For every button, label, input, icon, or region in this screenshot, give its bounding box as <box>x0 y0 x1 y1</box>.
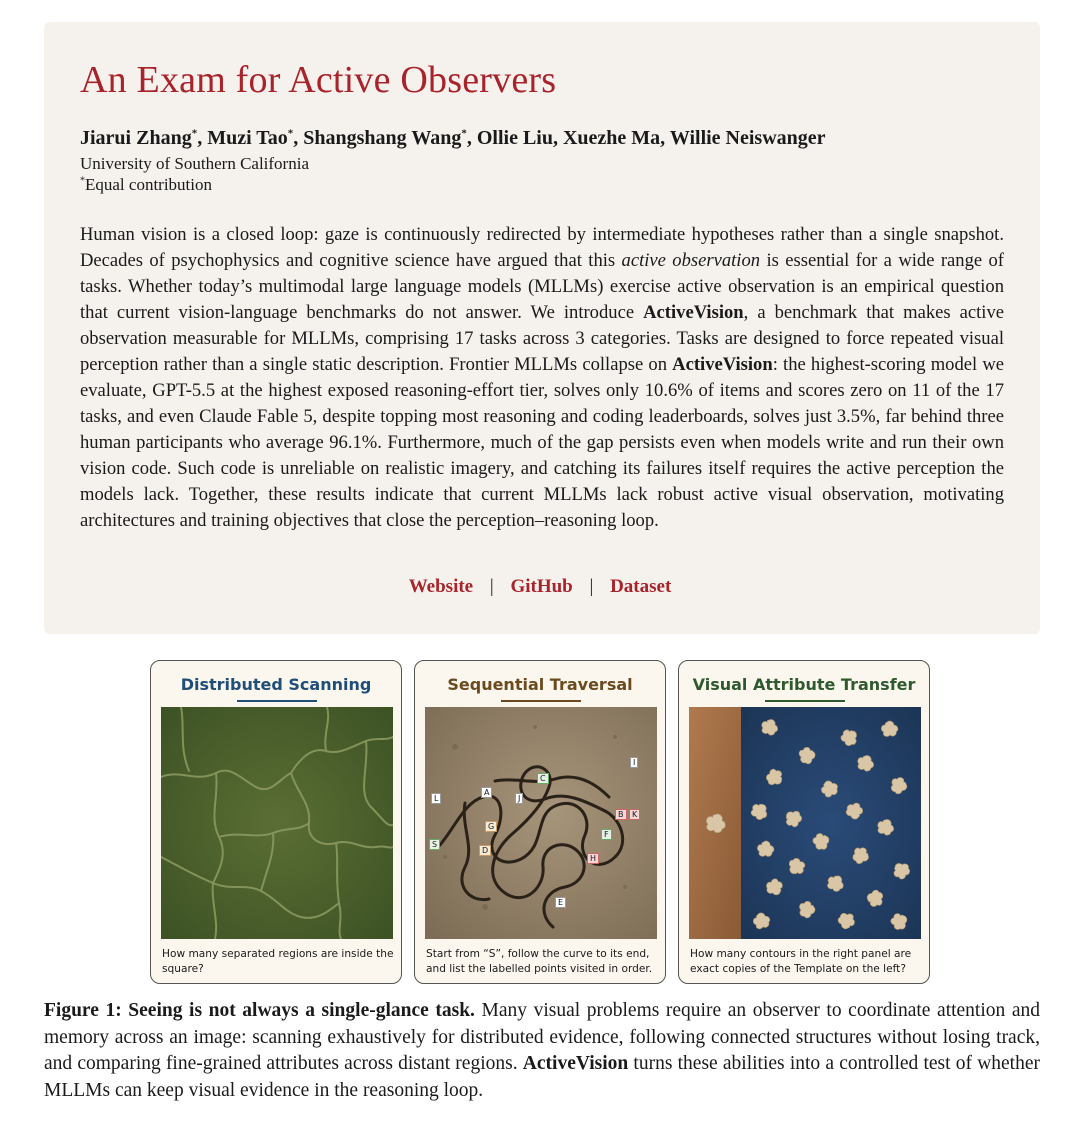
author-name: Shangshang Wang <box>303 127 462 149</box>
paper-title: An Exam for Active Observers <box>80 59 557 101</box>
title-underline <box>237 700 317 702</box>
equal-mark: * <box>461 127 467 140</box>
point-label-i: I <box>630 757 638 768</box>
title-underline <box>765 700 845 702</box>
point-label-h: H <box>587 853 599 864</box>
author-name: Jiarui Zhang <box>80 127 192 149</box>
benchmark-name: ActiveVision <box>522 1053 629 1074</box>
equal-mark: * <box>191 127 198 140</box>
link-separator: | <box>589 576 594 597</box>
equal-mark: * <box>287 127 294 140</box>
panel-title: Sequential Traversal <box>447 675 633 694</box>
github-link[interactable]: GitHub <box>510 576 573 597</box>
website-link[interactable]: Website <box>408 576 474 597</box>
panel-caption: How many contours in the right panel are exact copies of the Template on the left? <box>690 948 912 975</box>
figure-caption: Figure 1: Seeing is not always a single-glance task. Many visual problems require an observer to coordinate attention and memory across an image: scanning exhaustively for distributed evidence, following connected structures without losing track, and comparing fine-grained attributes across distant regions. ActiveVision turns these abilities into a controlled test of whether MLLMs can keep visual evidence in the reasoning loop. <box>44 1000 1041 1101</box>
title-underline <box>501 700 581 702</box>
author-name: Ollie Liu <box>476 127 553 149</box>
panel-caption: Start from “S”, follow the curve to its end, and list the labelled points visited in order. <box>426 948 653 975</box>
panel-title: Visual Attribute Transfer <box>692 675 916 694</box>
point-label-j: J <box>515 793 523 804</box>
panel-sequential-traversal <box>414 660 666 984</box>
figure-label: Figure 1: Seeing is not always a single-glance task. <box>44 1000 475 1021</box>
link-bar <box>0 576 1080 598</box>
panel-distributed-scanning <box>150 660 402 984</box>
point-label-s: S <box>429 839 440 850</box>
curve-traversal-image <box>425 707 657 939</box>
point-label-k: K <box>629 809 640 820</box>
panel-visual-attribute-transfer <box>678 660 930 984</box>
benchmark-name: ActiveVision <box>672 354 773 375</box>
panel-title: Distributed Scanning <box>180 675 372 694</box>
point-label-a: A <box>481 787 492 798</box>
point-label-g: G <box>485 821 497 832</box>
point-label-b: B <box>615 809 627 820</box>
dataset-link[interactable]: Dataset <box>610 576 672 597</box>
author-name: Xuezhe Ma <box>562 127 661 149</box>
point-labels <box>425 707 657 939</box>
link-separator: | <box>489 576 494 597</box>
equal-contribution-note: *Equal contribution <box>80 175 213 194</box>
panel-caption: How many separated regions are inside the square? <box>162 948 394 975</box>
benchmark-name: ActiveVision <box>643 302 744 323</box>
affiliation: University of Southern California <box>80 154 309 173</box>
region-scan-image <box>161 707 393 939</box>
author-name: Muzi Tao <box>207 127 288 149</box>
abstract-text: Human vision is a closed loop: gaze is continuously redirected by intermediate hypotheses rather than a single snapshot. Decades of psychophysics and cognitive science have argued that this active observation is essential for a wide range of tasks. Whether today’s multimodal large language models (MLLMs) exercise active observation is an empirical question that current vision-language benchmarks do not answer. We introduce ActiveVision, a benchmark that makes active observation measurable for MLLMs, comprising 17 tasks across 3 categories. Tasks are designed to force repeated visual perception rather than a single static description. Frontier MLLMs collapse on ActiveVision: the highest-scoring model we evaluate, GPT-5.5 at the highest exposed reasoning-effort tier, solves only 10.6% of items and scores zero on 11 of the 17 tasks, and even Claude Fable 5, despite topping most reasoning and coding leaderboards, solves just 3.5%, far behind three human participants who average 96.1%. Furthermore, much of the gap persists even when models write and run their own vision code. Such code is unreliable on realistic imagery, and catching its failures itself requires the active perception the models lack. Together, these results indicate that current MLLMs lack robust active visual observation, motivating architectures and training objectives that close the perception–reasoning loop. <box>80 224 1005 531</box>
point-label-l: L <box>431 793 441 804</box>
contour-compare-image <box>689 707 921 939</box>
author-name: Willie Neiswanger <box>669 127 826 149</box>
point-label-c: C <box>537 773 549 784</box>
point-label-d: D <box>479 845 491 856</box>
point-label-f: F <box>601 829 612 840</box>
author-list: Jiarui Zhang*, Muzi Tao*, Shangshang Wang*, Ollie Liu, Xuezhe Ma, Willie Neiswanger <box>80 127 826 149</box>
point-label-e: E <box>555 897 566 908</box>
